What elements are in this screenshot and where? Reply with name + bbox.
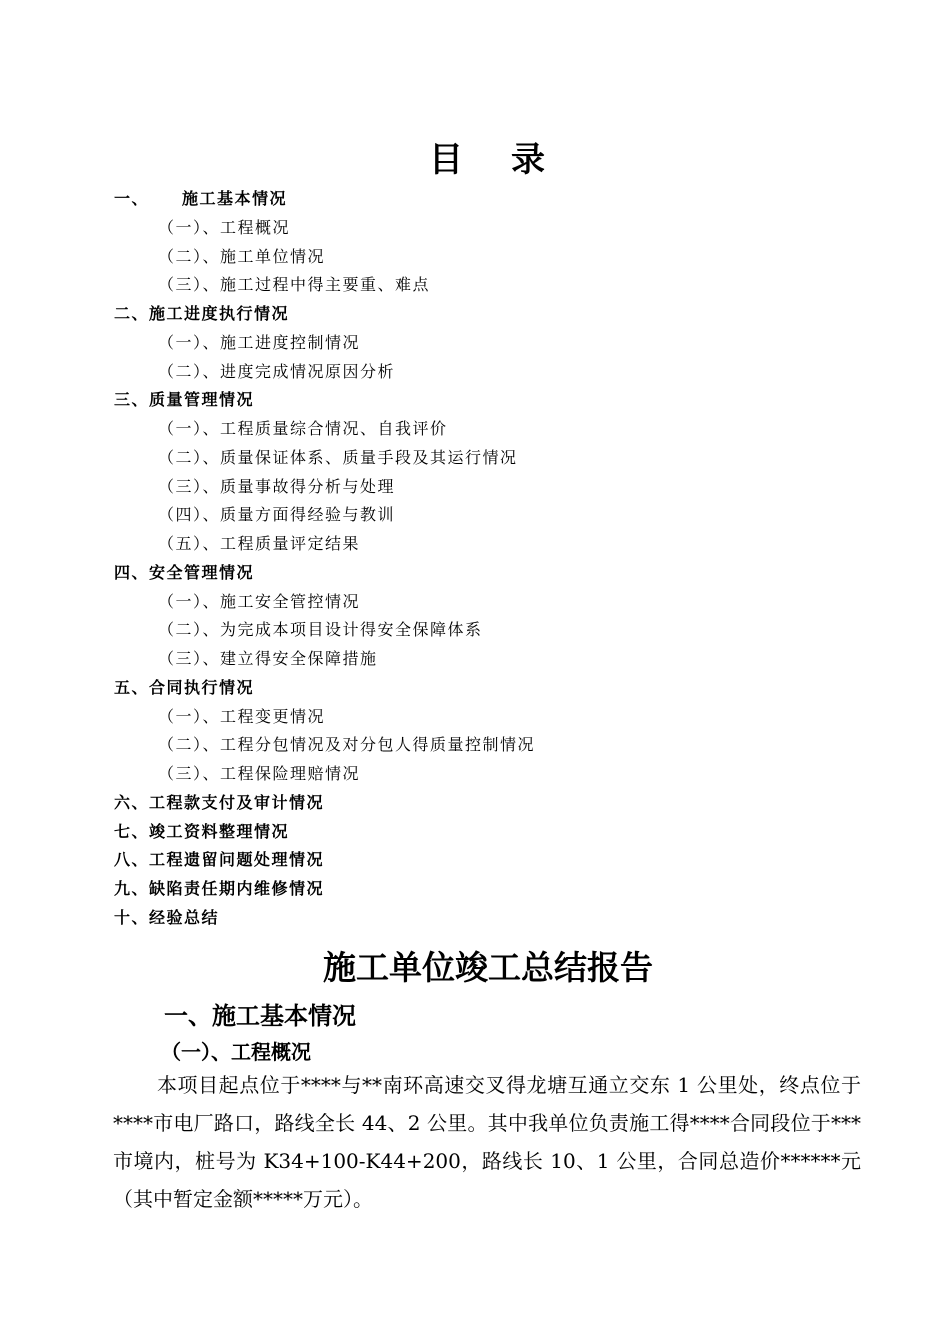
toc-subsection-entry [114, 760, 874, 789]
toc-entry-text: 四、安全管理情况 [114, 562, 255, 582]
toc-entry-text: （一）、工程概况 [158, 217, 291, 237]
table-of-contents [114, 185, 874, 933]
toc-subsection-entry [114, 444, 874, 473]
subsection-heading-1-1: （一）、工程概况 [161, 1040, 311, 1064]
toc-section-entry [114, 386, 874, 415]
toc-subsection-entry [114, 415, 874, 444]
toc-title-char-2: 录 [511, 140, 547, 180]
toc-section-entry [114, 559, 874, 588]
toc-subsection-entry [114, 214, 874, 243]
toc-entry-text: （二）、进度完成情况原因分析 [158, 361, 396, 381]
toc-entry-text: （二）、为完成本项目设计得安全保障体系 [158, 620, 483, 640]
toc-section-entry [114, 846, 874, 875]
toc-entry-text: （三）、建立得安全保障措施 [158, 649, 378, 668]
toc-entry-text: （四）、质量方面得经验与教训 [158, 505, 396, 525]
toc-subsection-entry [114, 329, 874, 358]
toc-subsection-entry [114, 588, 874, 617]
toc-section-entry [114, 300, 874, 329]
toc-entry-text: 七、竣工资料整理情况 [114, 821, 290, 841]
toc-section-entry [114, 818, 874, 847]
toc-entry-text: （三）、施工过程中得主要重、难点 [158, 275, 431, 295]
toc-section-entry [114, 904, 874, 933]
toc-subsection-entry [114, 731, 874, 760]
toc-entry-text: （三）、工程保险理赔情况 [158, 764, 361, 783]
toc-entry-text: （一）、工程质量综合情况、自我评价 [158, 419, 448, 438]
toc-entry-text: （一）、施工进度控制情况 [158, 332, 361, 352]
toc-entry-text: （二）、质量保证体系、质量手段及其运行情况 [158, 447, 518, 467]
toc-entry-text: （三）、质量事故得分析与处理 [158, 476, 396, 496]
toc-entry-text: （一）、施工安全管控情况 [158, 591, 361, 611]
toc-section-entry [114, 789, 874, 818]
toc-subsection-entry [114, 645, 874, 674]
toc-subsection-entry [114, 530, 874, 559]
toc-entry-text: 二、施工进度执行情况 [114, 304, 290, 323]
toc-subsection-entry [114, 243, 874, 272]
toc-title-char-1: 目 [429, 140, 465, 180]
toc-entry-text: （五）、工程质量评定结果 [158, 534, 361, 553]
toc-entry-text: 五、合同执行情况 [114, 677, 255, 697]
project-overview-paragraph: 本项目起点位于****与**南环高速交叉得龙塘互通立交东 1 公里处，终点位于****市电厂路口，路线全长 44、2 公里。其中我单位负责施工得****合同段位于***市境内，桩号为 K34+100-K44+200，路线长 10、1 公里，合同总造价******元（其中暂定金额*****万元）。 [113, 1073, 861, 1211]
toc-entry-number: 一、 [114, 189, 150, 208]
toc-section-entry [114, 674, 874, 703]
report-title: 施工单位竣工总结报告 [323, 948, 653, 987]
toc-entry-text: 三、质量管理情况 [114, 390, 255, 410]
toc-entry-text: 九、缺陷责任期内维修情况 [114, 879, 325, 898]
toc-subsection-entry [114, 271, 874, 300]
toc-subsection-entry [114, 473, 874, 502]
toc-entry-text: 十、经验总结 [114, 907, 220, 927]
toc-section-entry [114, 875, 874, 904]
toc-entry-text: （二）、工程分包情况及对分包人得质量控制情况 [158, 735, 536, 755]
toc-section-entry [114, 185, 874, 214]
toc-title [0, 132, 950, 181]
toc-subsection-entry [114, 616, 874, 645]
toc-subsection-entry [114, 358, 874, 387]
section-heading-1: 一、施工基本情况 [164, 1002, 356, 1030]
toc-entry-text: （二）、施工单位情况 [158, 246, 326, 266]
toc-entry-text: （一）、工程变更情况 [158, 706, 326, 726]
toc-subsection-entry [114, 501, 874, 530]
toc-entry-text: 施工基本情况 [182, 189, 288, 208]
toc-entry-text: 六、工程款支付及审计情况 [114, 792, 325, 812]
toc-subsection-entry [114, 703, 874, 732]
toc-entry-text: 八、工程遗留问题处理情况 [114, 850, 325, 870]
